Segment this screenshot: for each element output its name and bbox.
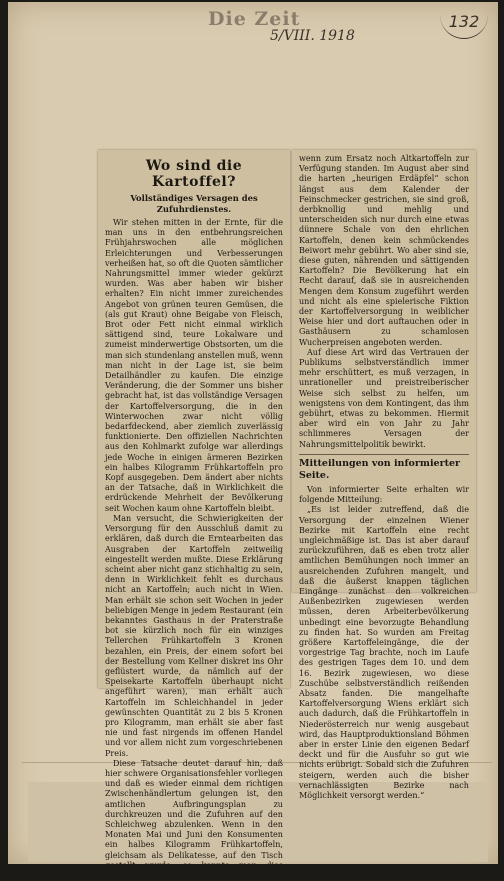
newspaper-masthead: Die Zeit (208, 8, 301, 30)
paragraph: Von informierter Seite erhalten wir folgende Mitteilung: (299, 484, 469, 505)
clipping-column-left (98, 150, 290, 880)
paragraph: Auf diese Art wird das Vertrauen der Publikums selbstverständlich immer mehr erschüttert, es muß verzagen, in unrationeller und preistreiberischer Weise sich selbst zu helfen, um wenigstens von dem Kontingent, das ihm gebührt, etwas zu bekommen. Hiermit aber wird ein von Jahr zu Jahr schlimmeres Versagen der Nahrungsmittelpolitik bewirkt. (299, 347, 469, 449)
paragraph: Wir stehen mitten in der Ernte, für die man uns in den entbehrungsreichen Frühjahrswochen alle möglichen Erleichterungen und Verbesserungen verheißen hat, so oft die Quoten sämtlicher Nahrungsmittel immer wieder gekürzt wurden. Was aber haben wir bisher erhalten? Ein nicht immer zureichendes Angebot von grünen teuren Gemüsen, die (als gut Kraut) ohne Beigabe von Fleisch, Brot oder Fett nicht einmal wirklich sättigend sind, teure Lokalware und zumeist minderwertige Obstsorten, um die man sich stundenlang anstellen muß, wenn man nicht in der Lage ist, sie beim Detailhändler zu kaufen. Die einzige Veränderung, die der Sommer uns bisher gebracht hat, ist das vollständige Versagen der Kartoffelversorgung, die in den Winterwochen zwar nicht völlig bedarfdeckend, aber ziemlich zuverlässig funktionierte. Den offiziellen Nachrichten aus den Kohlmarkt zufolge war allerdings jede Woche in einigen ärmeren Bezirken ein halbes Kilogramm Frühkartoffeln pro Kopf ausgegeben. Dem ändert aber nichts an der Tatsache, daß in Wirklichkeit die erdrückende Mehrheit der Bevölkerung seit Wochen kaum ohne Kartoffeln bleibt. (105, 218, 283, 513)
handwritten-date: 5/VIII. 1918 (270, 28, 355, 44)
paragraph: Diese Tatsache deutet darauf hin, daß hier schwere Organisationsfehler vorliegen und daß es wieder einmal dem richtigen Zwischenhändlertum gelungen ist, den amtlichen Aufbringungsplan zu durchkreuzen und die Zufuhren auf den Schleichweg abzulenken. Wenn in den Monaten Mai und Juni den Konsumenten ein halbes Kilogramm Frühkartoffeln, gleichsam als Delikatesse, auf den Tisch gestellt wurde, so konnte man dies halbwegs verständlich finden, besonders (105, 758, 283, 880)
section-heading: Mitteilungen von informierter Seite. (299, 454, 469, 482)
clipping-column-right (292, 150, 476, 800)
article-subhead: Vollständiges Versagen des Zufuhrdienstes. (130, 193, 258, 214)
paragraph: wenn zum Ersatz noch Altkartoffeln zur Verfügung standen. Im August aber sind die harten „heurigen Erdäpfel“ schon längst aus dem Kalender der Feinschmecker gestrichen, sie sind groß, derbknollig und mehlig und unterscheiden sich nur durch eine etwas dünnere Schale von den ehrlichen Kartoffeln, denen kein schmückendes Beiwort mehr gebührt. Wo aber sind sie, diese guten, nährenden und sättigenden Kartoffeln? Die Bevölkerung hat ein Recht darauf, daß sie in ausreichenden Mengen dem Konsum zugeführt werden und nicht als eine spielerische Fiktion der Kartoffelversorgung in weiblicher Weise hier und dort auftauchen oder in Gasthäusern zu schamlosen Wucherpreisen angeboten werden. (299, 154, 469, 347)
folio-number: 132 (440, 12, 488, 39)
paragraph: Man versucht, die Schwierigkeiten der Versorgung für den Ausschluß damit zu erklären, daß durch die Erntearbeiten das Ausgraben der Kartoffeln zeitweilig eingestellt werden mußte. Diese Erklärung scheint aber nicht ganz stichhaltig zu sein, denn in Wirklichkeit fehlt es durchaus nicht an Kartoffeln; auch nicht in Wien. Man erhält sie schon seit Wochen in jeder beliebigen Menge in jedem Restaurant (ein bekanntes Gasthaus in der Praterstraße bot sie kürzlich noch für ein winziges Tellerchen Frühkartoffeln 3 Kronen bezahlen, ein Preis, der einem sofort bei der Bestellung vom Kellner diskret ins Ohr geflüstert wurde, da nämlich auf der Speisekarte Kartoffeln überhaupt nicht angeführt waren), man erhält auch Kartoffeln im Schleichhandel in jeder gewünschten Quantität zu 2 bis 5 Kronen pro Kilogramm, man erhält sie aber fast nie und fast nirgends im offenen Handel und vor allem nicht zum vorgeschriebenen Preis. (105, 513, 283, 758)
article-headline: Wo sind die Kartoffel? (145, 158, 243, 190)
paragraph: „Es ist leider zutreffend, daß die Versorgung der einzelnen Wiener Bezirke mit Kartoffeln eine recht ungleichmäßige ist. Das ist aber darauf zurückzuführen, daß es eben trotz aller amtlichen Bemühungen noch immer an ausreichenden Zufuhren mangelt, und daß die äußerst knappen täglichen Eingänge zunächst den volkreichen Außenbezirken zugewiesen werden müssen, deren Arbeiterbevölkerung unbedingt eine bevorzugte Behandlung zu finden hat. So wurden am Freitag größere Kartoffeleingänge, die der vorgestrige Tag brachte, noch im Laufe des gestrigen Tages dem 10. und dem 16. Bezirk zugewiesen, wo diese Zuschübe selbstverständlich reißenden Absatz fanden. Die mangelhafte Kartoffelversorgung Wiens erklärt sich auch dadurch, daß die Frühkartoffeln in Niederösterreich nur wenig ausgebaut wird, das Hauptproduktionsland Böhmen aber in erster Linie den eigenen Bedarf deckt und für die Ausfuhr so gut wie nichts erübrigt. Sobald sich die Zufuhren steigern, werden auch die bisher vernachlässigten Bezirke nach Möglichkeit versorgt werden.“ (299, 505, 469, 800)
